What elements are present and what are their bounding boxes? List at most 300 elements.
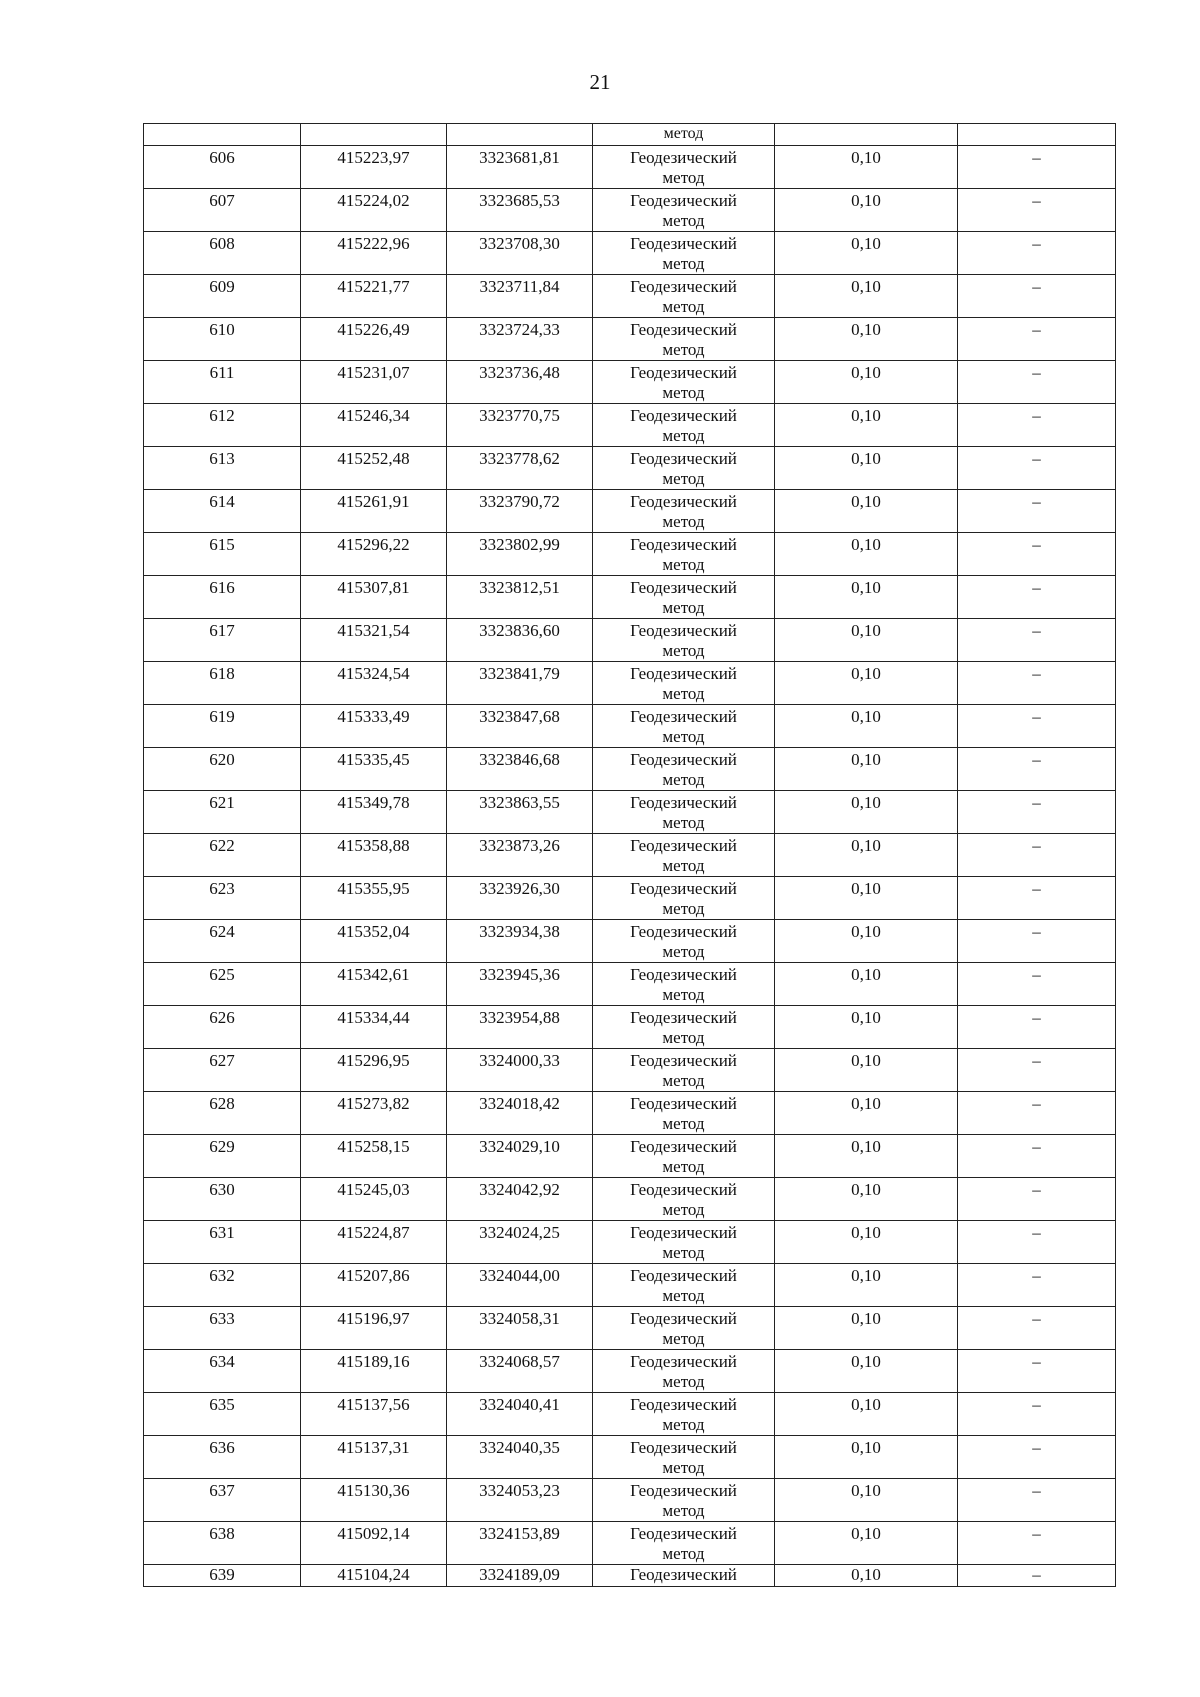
method-line-1: Геодезический [630,1395,737,1414]
table-cell [144,124,301,146]
method-cell [593,318,775,361]
x-coordinate-cell: 415296,22 [301,533,447,576]
method-line-1: Геодезический [630,1565,737,1584]
method-cell [593,232,775,275]
note-cell: – [958,963,1116,1006]
x-coordinate-cell: 415092,14 [301,1522,447,1565]
table-row [144,1006,1116,1049]
point-number-cell: 620 [144,748,301,791]
table-row [144,834,1116,877]
accuracy-cell: 0,10 [775,662,958,705]
note-cell: – [958,361,1116,404]
table-row [144,189,1116,232]
note-cell: – [958,275,1116,318]
method-cell [593,1522,775,1565]
x-coordinate-cell: 415226,49 [301,318,447,361]
y-coordinate-cell: 3324040,35 [447,1436,593,1479]
table-row [144,619,1116,662]
x-coordinate-cell: 415245,03 [301,1178,447,1221]
y-coordinate-cell: 3324000,33 [447,1049,593,1092]
method-line-1: Геодезический [630,621,737,640]
method-cell [593,1135,775,1178]
accuracy-cell: 0,10 [775,1393,958,1436]
point-number-cell: 632 [144,1264,301,1307]
method-line-1: Геодезический [630,449,737,468]
x-coordinate-cell: 415334,44 [301,1006,447,1049]
accuracy-cell: 0,10 [775,490,958,533]
table-row [144,1393,1116,1436]
note-cell: – [958,1350,1116,1393]
method-line-1: Геодезический [630,1094,737,1113]
point-number-cell: 636 [144,1436,301,1479]
note-cell: – [958,662,1116,705]
table-row [144,361,1116,404]
point-number-cell: 611 [144,361,301,404]
method-line-2: метод [662,1243,705,1262]
y-coordinate-cell: 3324068,57 [447,1350,593,1393]
y-coordinate-cell: 3323926,30 [447,877,593,920]
method-line-2: метод [662,1157,705,1176]
note-cell: – [958,1522,1116,1565]
table-row [144,748,1116,791]
note-cell: – [958,920,1116,963]
method-line-2: метод [662,1329,705,1348]
accuracy-cell: 0,10 [775,361,958,404]
table-row [144,1350,1116,1393]
accuracy-cell: 0,10 [775,232,958,275]
y-coordinate-cell: 3323711,84 [447,275,593,318]
method-line-2: метод [662,684,705,703]
table-cell [447,124,593,146]
table-row [144,1565,1116,1587]
point-number-cell: 635 [144,1393,301,1436]
method-line-2: метод [662,383,705,402]
accuracy-cell: 0,10 [775,1178,958,1221]
note-cell: – [958,1565,1116,1587]
point-number-cell: 614 [144,490,301,533]
note-cell: – [958,1049,1116,1092]
x-coordinate-cell: 415137,31 [301,1436,447,1479]
point-number-cell: 615 [144,533,301,576]
x-coordinate-cell: 415273,82 [301,1092,447,1135]
method-line-2: метод [662,1372,705,1391]
note-cell: – [958,1092,1116,1135]
point-number-cell: 637 [144,1479,301,1522]
accuracy-cell: 0,10 [775,275,958,318]
y-coordinate-cell: 3323846,68 [447,748,593,791]
point-number-cell: 612 [144,404,301,447]
y-coordinate-cell: 3323934,38 [447,920,593,963]
point-number-cell: 626 [144,1006,301,1049]
table-row [144,1264,1116,1307]
method-cell [593,404,775,447]
point-number-cell: 616 [144,576,301,619]
accuracy-cell: 0,10 [775,404,958,447]
accuracy-cell: 0,10 [775,619,958,662]
method-line-2: метод [662,297,705,316]
method-line-2: метод [662,512,705,531]
method-line-1: Геодезический [630,664,737,683]
method-line-1: Геодезический [630,578,737,597]
accuracy-cell: 0,10 [775,834,958,877]
note-cell: – [958,146,1116,189]
note-cell: – [958,576,1116,619]
method-cell [593,1049,775,1092]
note-cell: – [958,1006,1116,1049]
y-coordinate-cell: 3323863,55 [447,791,593,834]
table-row [144,232,1116,275]
y-coordinate-cell: 3323954,88 [447,1006,593,1049]
method-cell [593,963,775,1006]
method-line-2: метод [662,1071,705,1090]
x-coordinate-cell: 415224,87 [301,1221,447,1264]
x-coordinate-cell: 415261,91 [301,490,447,533]
method-cell [593,791,775,834]
y-coordinate-cell: 3323847,68 [447,705,593,748]
method-line-1: Геодезический [630,879,737,898]
method-line-1: Геодезический [630,320,737,339]
method-cell [593,361,775,404]
table-row [144,1307,1116,1350]
y-coordinate-cell: 3324053,23 [447,1479,593,1522]
method-line-2: метод [662,469,705,488]
method-line-2: метод [662,168,705,187]
method-line-2: метод [662,1501,705,1520]
note-cell: – [958,1178,1116,1221]
method-line-2: метод [662,1114,705,1133]
method-line-2: метод [662,598,705,617]
accuracy-cell: 0,10 [775,963,958,1006]
x-coordinate-cell: 415196,97 [301,1307,447,1350]
note-cell: – [958,1221,1116,1264]
x-coordinate-cell: 415222,96 [301,232,447,275]
y-coordinate-cell: 3324018,42 [447,1092,593,1135]
table-cell [958,124,1116,146]
y-coordinate-cell: 3324024,25 [447,1221,593,1264]
method-line-1: Геодезический [630,707,737,726]
point-number-cell: 631 [144,1221,301,1264]
method-line-1: Геодезический [630,793,737,812]
table-cell [301,124,447,146]
method-line-2: метод [662,211,705,230]
x-coordinate-cell: 415224,02 [301,189,447,232]
method-line-1: Геодезический [630,406,737,425]
point-number-cell: 621 [144,791,301,834]
coordinates-table [143,123,1116,1587]
accuracy-cell: 0,10 [775,1221,958,1264]
x-coordinate-cell: 415358,88 [301,834,447,877]
x-coordinate-cell: 415335,45 [301,748,447,791]
table-row [144,533,1116,576]
method-line-2: метод [662,856,705,875]
y-coordinate-cell: 3323873,26 [447,834,593,877]
point-number-cell: 606 [144,146,301,189]
method-line-1: Геодезический [630,1309,737,1328]
method-line-2: метод [662,1200,705,1219]
point-number-cell: 617 [144,619,301,662]
method-line-1: Геодезический [630,1051,737,1070]
method-line-2: метод [662,555,705,574]
accuracy-cell: 0,10 [775,791,958,834]
accuracy-cell: 0,10 [775,877,958,920]
accuracy-cell: 0,10 [775,1264,958,1307]
method-line-2: метод [662,770,705,789]
table-row [144,576,1116,619]
method-line-2: метод [662,985,705,1004]
x-coordinate-cell: 415352,04 [301,920,447,963]
point-number-cell: 625 [144,963,301,1006]
point-number-cell: 627 [144,1049,301,1092]
point-number-cell: 630 [144,1178,301,1221]
point-number-cell: 607 [144,189,301,232]
table-cell [775,124,958,146]
point-number-cell: 638 [144,1522,301,1565]
accuracy-cell: 0,10 [775,576,958,619]
method-line-1: Геодезический [630,1524,737,1543]
y-coordinate-cell: 3323790,72 [447,490,593,533]
note-cell: – [958,404,1116,447]
accuracy-cell: 0,10 [775,189,958,232]
table-row [144,705,1116,748]
method-cell [593,1436,775,1479]
y-coordinate-cell: 3323685,53 [447,189,593,232]
note-cell: – [958,1135,1116,1178]
point-number-cell: 624 [144,920,301,963]
y-coordinate-cell: 3323812,51 [447,576,593,619]
method-cell [593,189,775,232]
method-line-2: метод [662,727,705,746]
point-number-cell: 629 [144,1135,301,1178]
y-coordinate-cell: 3324189,09 [447,1565,593,1587]
table-row [144,963,1116,1006]
method-line-1: Геодезический [630,148,737,167]
method-line-1: Геодезический [630,965,737,984]
note-cell: – [958,705,1116,748]
method-line-1: Геодезический [630,1223,737,1242]
accuracy-cell: 0,10 [775,1565,958,1587]
method-line-2: метод [662,1028,705,1047]
point-number-cell: 622 [144,834,301,877]
method-line-1: Геодезический [630,836,737,855]
y-coordinate-cell: 3323708,30 [447,232,593,275]
accuracy-cell: 0,10 [775,1307,958,1350]
x-coordinate-cell: 415137,56 [301,1393,447,1436]
method-cell [593,1479,775,1522]
method-line-2: метод [662,1415,705,1434]
x-coordinate-cell: 415252,48 [301,447,447,490]
point-number-cell: 618 [144,662,301,705]
table-row [144,1178,1116,1221]
method-continuation: метод [593,124,775,146]
x-coordinate-cell: 415104,24 [301,1565,447,1587]
table-row [144,447,1116,490]
x-coordinate-cell: 415231,07 [301,361,447,404]
table-row [144,1436,1116,1479]
note-cell: – [958,232,1116,275]
table-row [144,1479,1116,1522]
method-line-2: метод [662,1458,705,1477]
method-line-1: Геодезический [630,1180,737,1199]
method-cell [593,662,775,705]
method-line-1: Геодезический [630,1352,737,1371]
method-cell [593,705,775,748]
table-row [144,1522,1116,1565]
table-row [144,1092,1116,1135]
table-row [144,490,1116,533]
method-line-1: Геодезический [630,1008,737,1027]
method-cell [593,533,775,576]
method-line-1: Геодезический [630,363,737,382]
x-coordinate-cell: 415246,34 [301,404,447,447]
method-cell [593,619,775,662]
point-number-cell: 613 [144,447,301,490]
y-coordinate-cell: 3323836,60 [447,619,593,662]
table-row [144,146,1116,189]
y-coordinate-cell: 3324029,10 [447,1135,593,1178]
method-line-1: Геодезический [630,750,737,769]
accuracy-cell: 0,10 [775,705,958,748]
page-number: 21 [589,70,611,94]
method-cell [593,877,775,920]
table-row [144,662,1116,705]
accuracy-cell: 0,10 [775,1006,958,1049]
accuracy-cell: 0,10 [775,1479,958,1522]
y-coordinate-cell: 3324040,41 [447,1393,593,1436]
method-line-1: Геодезический [630,492,737,511]
y-coordinate-cell: 3323736,48 [447,361,593,404]
method-line-1: Геодезический [630,234,737,253]
method-cell [593,447,775,490]
note-cell: – [958,1393,1116,1436]
note-cell: – [958,318,1116,361]
x-coordinate-cell: 415223,97 [301,146,447,189]
point-number-cell: 633 [144,1307,301,1350]
method-line-1: Геодезический [630,1438,737,1457]
method-cell [593,1264,775,1307]
x-coordinate-cell: 415342,61 [301,963,447,1006]
accuracy-cell: 0,10 [775,1522,958,1565]
note-cell: – [958,748,1116,791]
method-cell [593,490,775,533]
x-coordinate-cell: 415189,16 [301,1350,447,1393]
note-cell: – [958,877,1116,920]
accuracy-cell: 0,10 [775,447,958,490]
y-coordinate-cell: 3324153,89 [447,1522,593,1565]
x-coordinate-cell: 415296,95 [301,1049,447,1092]
method-line-2: метод [662,340,705,359]
note-cell: – [958,1436,1116,1479]
y-coordinate-cell: 3323724,33 [447,318,593,361]
x-coordinate-cell: 415258,15 [301,1135,447,1178]
accuracy-cell: 0,10 [775,920,958,963]
method-line-1: Геодезический [630,535,737,554]
table-row [144,791,1116,834]
method-cell [593,1178,775,1221]
table-row [144,1221,1116,1264]
method-cell [593,1565,775,1587]
method-cell [593,146,775,189]
y-coordinate-cell: 3323945,36 [447,963,593,1006]
accuracy-cell: 0,10 [775,1049,958,1092]
y-coordinate-cell: 3324042,92 [447,1178,593,1221]
method-line-2: метод [662,899,705,918]
x-coordinate-cell: 415321,54 [301,619,447,662]
x-coordinate-cell: 415349,78 [301,791,447,834]
note-cell: – [958,490,1116,533]
point-number-cell: 610 [144,318,301,361]
method-cell [593,1006,775,1049]
y-coordinate-cell: 3324058,31 [447,1307,593,1350]
point-number-cell: 639 [144,1565,301,1587]
accuracy-cell: 0,10 [775,318,958,361]
method-cell [593,920,775,963]
y-coordinate-cell: 3323770,75 [447,404,593,447]
note-cell: – [958,447,1116,490]
accuracy-cell: 0,10 [775,1135,958,1178]
y-coordinate-cell: 3324044,00 [447,1264,593,1307]
method-line-1: Геодезический [630,277,737,296]
y-coordinate-cell: 3323681,81 [447,146,593,189]
note-cell: – [958,619,1116,662]
x-coordinate-cell: 415333,49 [301,705,447,748]
method-cell [593,1092,775,1135]
method-line-1: Геодезический [630,922,737,941]
x-coordinate-cell: 415324,54 [301,662,447,705]
method-line-2: метод [662,942,705,961]
table-row [144,318,1116,361]
y-coordinate-cell: 3323778,62 [447,447,593,490]
method-line-2: метод [662,426,705,445]
method-line-1: Геодезический [630,191,737,210]
table-row [144,877,1116,920]
table-row [144,1049,1116,1092]
method-cell [593,1350,775,1393]
continuation-row [144,124,1116,146]
point-number-cell: 608 [144,232,301,275]
accuracy-cell: 0,10 [775,1436,958,1479]
accuracy-cell: 0,10 [775,533,958,576]
method-line-1: Геодезический [630,1137,737,1156]
point-number-cell: 619 [144,705,301,748]
method-line-1: Геодезический [630,1481,737,1500]
note-cell: – [958,533,1116,576]
note-cell: – [958,791,1116,834]
note-cell: – [958,1264,1116,1307]
note-cell: – [958,834,1116,877]
y-coordinate-cell: 3323841,79 [447,662,593,705]
note-cell: – [958,1307,1116,1350]
note-cell: – [958,189,1116,232]
method-line-2: метод [662,1544,705,1563]
method-cell [593,1393,775,1436]
x-coordinate-cell: 415221,77 [301,275,447,318]
y-coordinate-cell: 3323802,99 [447,533,593,576]
point-number-cell: 609 [144,275,301,318]
point-number-cell: 623 [144,877,301,920]
table-row [144,920,1116,963]
table-row [144,275,1116,318]
method-cell [593,748,775,791]
point-number-cell: 628 [144,1092,301,1135]
x-coordinate-cell: 415355,95 [301,877,447,920]
method-line-2: метод [662,641,705,660]
point-number-cell: 634 [144,1350,301,1393]
accuracy-cell: 0,10 [775,748,958,791]
method-line-2: метод [662,813,705,832]
method-cell [593,834,775,877]
accuracy-cell: 0,10 [775,1350,958,1393]
method-line-2: метод [662,1286,705,1305]
